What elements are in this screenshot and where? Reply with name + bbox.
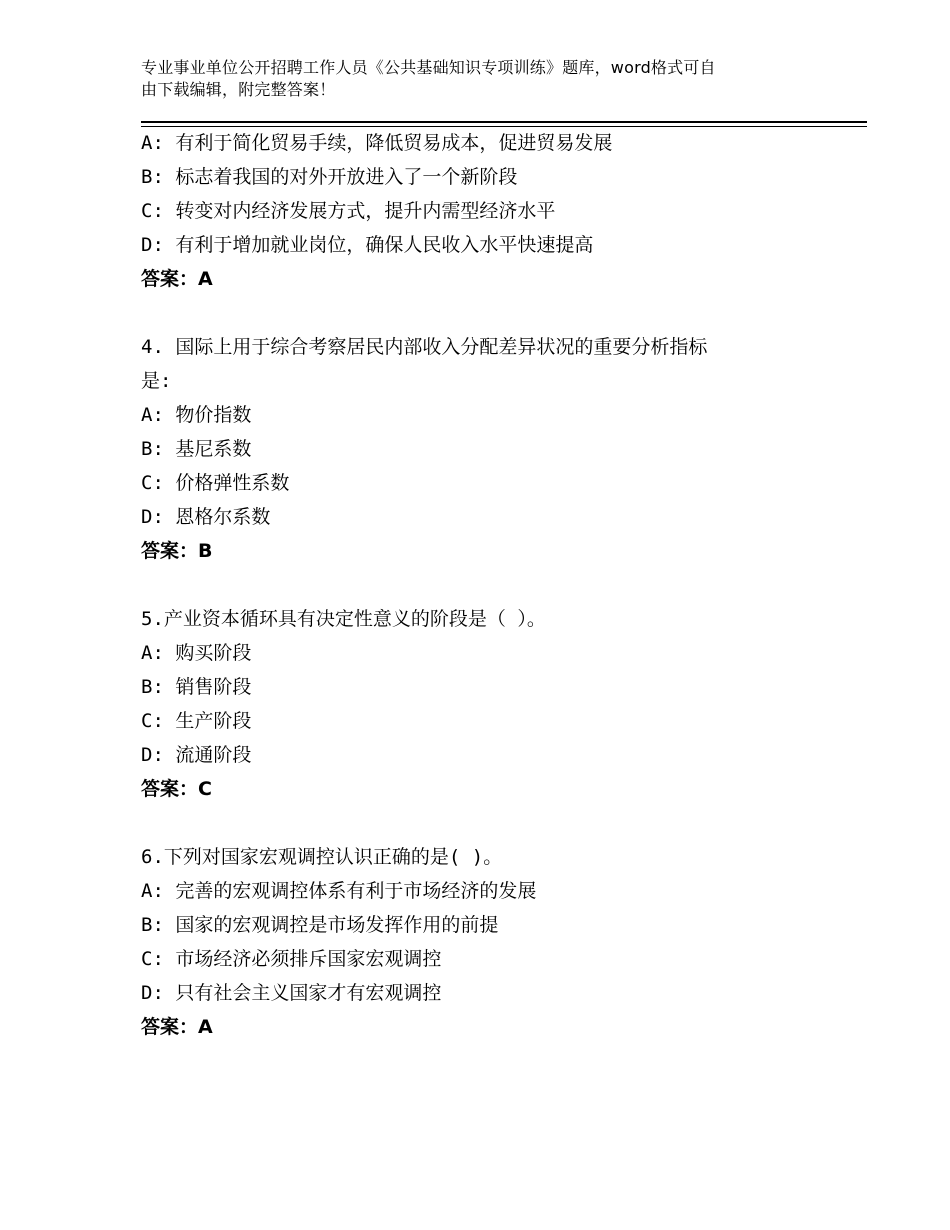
question-stem: 4. 国际上用于综合考察居民内部收入分配差异状况的重要分析指标 <box>141 336 708 358</box>
question-stem: 5.产业资本循环具有决定性意义的阶段是（ ）。 <box>141 608 546 630</box>
page-header <box>141 57 821 101</box>
option-d: D: 恩格尔系数 <box>141 506 271 528</box>
question-stem-continued: 是: <box>141 370 172 392</box>
question-6 <box>141 840 841 1044</box>
option-a: A: 购买阶段 <box>141 642 252 664</box>
option-a: A: 完善的宏观调控体系有利于市场经济的发展 <box>141 880 537 902</box>
spacer <box>141 806 841 840</box>
option-c: C: 价格弹性系数 <box>141 472 290 494</box>
question-list <box>141 126 841 1044</box>
answer-label: 答案：A <box>141 268 213 290</box>
question-4 <box>141 330 841 568</box>
option-a: A: 有利于简化贸易手续，降低贸易成本，促进贸易发展 <box>141 132 613 154</box>
header-line-2: 由下载编辑，附完整答案！ <box>141 80 336 99</box>
answer-label: 答案：B <box>141 540 213 562</box>
option-b: B: 销售阶段 <box>141 676 252 698</box>
header-rule-thick <box>141 121 867 123</box>
option-c: C: 市场经济必须排斥国家宏观调控 <box>141 948 442 970</box>
question-stem: 6.下列对国家宏观调控认识正确的是( )。 <box>141 846 503 868</box>
spacer <box>141 568 841 602</box>
option-c: C: 转变对内经济发展方式，提升内需型经济水平 <box>141 200 556 222</box>
option-b: B: 国家的宏观调控是市场发挥作用的前提 <box>141 914 499 936</box>
answer-label: 答案：C <box>141 778 212 800</box>
question-3-continuation <box>141 126 841 296</box>
option-b: B: 基尼系数 <box>141 438 252 460</box>
option-d: D: 有利于增加就业岗位，确保人民收入水平快速提高 <box>141 234 594 256</box>
question-5 <box>141 602 841 806</box>
header-line-1: 专业事业单位公开招聘工作人员《公共基础知识专项训练》题库，word格式可自 <box>141 58 716 77</box>
option-d: D: 流通阶段 <box>141 744 252 766</box>
option-b: B: 标志着我国的对外开放进入了一个新阶段 <box>141 166 518 188</box>
spacer <box>141 296 841 330</box>
option-a: A: 物价指数 <box>141 404 252 426</box>
option-c: C: 生产阶段 <box>141 710 252 732</box>
option-d: D: 只有社会主义国家才有宏观调控 <box>141 982 442 1004</box>
answer-label: 答案：A <box>141 1016 213 1038</box>
